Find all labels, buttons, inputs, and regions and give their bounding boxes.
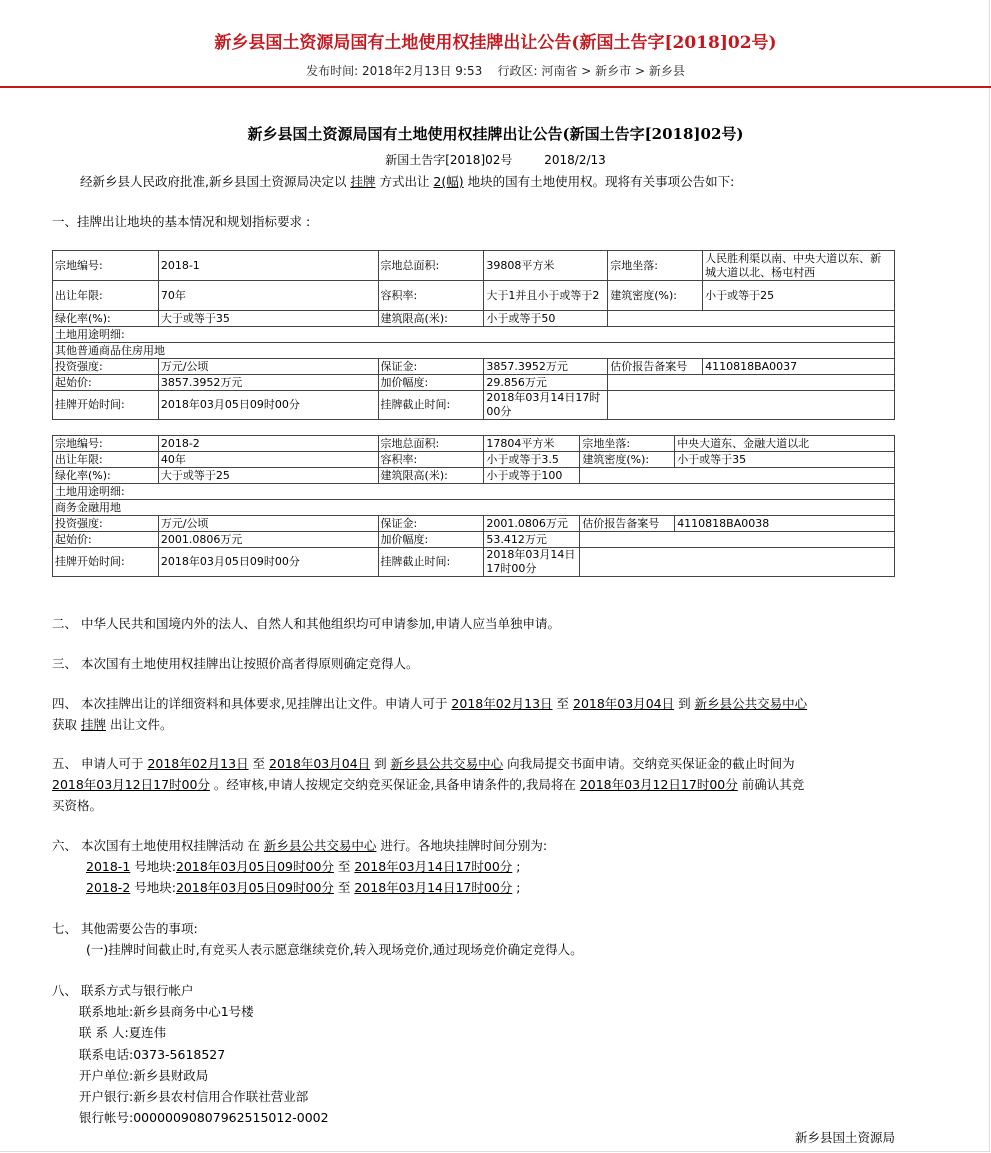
empty-cell — [580, 468, 895, 484]
value-cell: 2018年03月14日17时00分 — [484, 391, 608, 420]
intro-text: 经新乡县人民政府批准,新乡县国土资源局决定以 — [80, 174, 351, 189]
plot-table-2 — [52, 435, 895, 577]
value-cell: 2018-2 — [158, 436, 378, 452]
empty-cell — [580, 548, 895, 577]
s5-text: 前确认其竞 — [737, 777, 805, 792]
label-cell: 宗地编号: — [53, 251, 159, 281]
label-cell: 起始价: — [53, 532, 159, 548]
section-5 — [52, 753, 902, 816]
value-cell: 29.856万元 — [484, 375, 608, 391]
contact-phone: 联系电话:0373-5618527 — [79, 1047, 226, 1062]
s6-place: 新乡县公共交易中心 — [263, 838, 377, 853]
page-title: 新乡县国土资源局国有土地使用权挂牌出让公告(新国土告字[2018]02号) — [214, 33, 777, 53]
s6-text: 号地块: — [130, 880, 176, 895]
s6-row-2 — [52, 880, 520, 895]
value-cell: 小于或等于100 — [484, 468, 580, 484]
label-cell: 挂牌开始时间: — [53, 391, 159, 420]
s6-text: 至 — [333, 859, 355, 874]
label-cell: 宗地坐落: — [580, 436, 675, 452]
header-divider — [0, 86, 991, 88]
value-cell: 商务金融用地 — [53, 500, 895, 516]
value-cell: 2018年03月14日17时00分 — [484, 548, 580, 577]
value-cell: 其他普通商品住房用地 — [53, 343, 895, 359]
s4-text: 获取 — [52, 717, 81, 732]
region-county-link[interactable]: 新乡县 — [648, 64, 685, 78]
s7-heading: 七、 其他需要公告的事项: — [52, 921, 198, 936]
publish-label: 发布时间: — [306, 64, 359, 78]
s6-text: 号地块: — [130, 859, 176, 874]
s6-code: 2018-2 — [86, 880, 131, 895]
section-4 — [52, 693, 902, 735]
value-cell: 万元/公顷 — [158, 359, 378, 375]
label-cell: 保证金: — [378, 516, 484, 532]
s4-text: 到 — [674, 696, 695, 711]
account-bank: 开户银行:新乡县农村信用合作联社营业部 — [79, 1089, 309, 1104]
label-cell: 土地用途明细: — [53, 484, 895, 500]
s6-end: 2018年03月14日17时00分 — [354, 880, 513, 895]
value-cell: 39808平方米 — [484, 251, 608, 281]
value-cell: 万元/公顷 — [158, 516, 378, 532]
value-cell: 2018年03月05日09时00分 — [158, 391, 378, 420]
s4-date-end: 2018年03月04日 — [573, 696, 675, 711]
value-cell: 2001.0806万元 — [484, 516, 580, 532]
s5-text: 向我局提交书面申请。交纳竞买保证金的截止时间为 — [503, 756, 795, 771]
s4-text: 至 — [552, 696, 573, 711]
intro-method: 挂牌 — [350, 174, 376, 189]
label-cell: 土地用途明细: — [53, 327, 895, 343]
intro-text: 地块的国有土地使用权。现将有关事项公告如下: — [463, 174, 735, 189]
label-cell: 挂牌截止时间: — [378, 548, 484, 577]
s5-text: 。经审核,申请人按规定交纳竞买保证金,具备申请条件的,我局将在 — [209, 777, 580, 792]
label-cell: 容积率: — [378, 452, 484, 468]
label-cell: 挂牌截止时间: — [378, 391, 484, 420]
contact-address: 联系地址:新乡县商务中心1号楼 — [79, 1004, 254, 1019]
doc-date: 2018/2/13 — [544, 153, 606, 167]
s5-date-start: 2018年02月13日 — [147, 756, 249, 771]
contact-person: 联 系 人:夏连伟 — [79, 1025, 167, 1040]
s6-text: 至 — [333, 880, 355, 895]
label-cell: 绿化率(%): — [53, 311, 159, 327]
value-cell: 4110818BA0037 — [703, 359, 895, 375]
label-cell: 估价报告备案号 — [580, 516, 675, 532]
label-cell: 建筑限高(米): — [378, 311, 484, 327]
label-cell: 起始价: — [53, 375, 159, 391]
region-province-link[interactable]: 河南省 — [541, 64, 578, 78]
section-8-heading: 八、 联系方式与银行帐户 — [52, 983, 194, 998]
s6-end: 2018年03月14日17时00分 — [354, 859, 513, 874]
value-cell: 小于或等于3.5 — [484, 452, 580, 468]
s4-text: 四、 本次挂牌出让的详细资料和具体要求,见挂牌出让文件。申请人可于 — [52, 696, 452, 711]
label-cell: 绿化率(%): — [53, 468, 159, 484]
label-cell: 出让年限: — [53, 281, 159, 311]
empty-cell — [608, 375, 895, 391]
s6-start: 2018年03月05日09时00分 — [175, 880, 334, 895]
label-cell: 保证金: — [378, 359, 484, 375]
value-cell: 大于或等于25 — [158, 468, 378, 484]
value-cell: 4110818BA0038 — [675, 516, 895, 532]
label-cell: 投资强度: — [53, 516, 159, 532]
s5-confirm-date: 2018年03月12日17时00分 — [579, 777, 738, 792]
s5-place: 新乡县公共交易中心 — [390, 756, 504, 771]
s5-text: 至 — [248, 756, 270, 771]
section-2: 二、 中华人民共和国境内外的法人、自然人和其他组织均可申请参加,申请人应当单独申请。 — [52, 616, 560, 631]
section-7 — [52, 918, 583, 960]
value-cell: 2018年03月05日09时00分 — [158, 548, 378, 577]
s4-date-start: 2018年02月13日 — [451, 696, 553, 711]
intro-paragraph — [80, 172, 734, 190]
value-cell: 40年 — [158, 452, 378, 468]
empty-cell — [608, 391, 895, 420]
value-cell: 2018-1 — [158, 251, 378, 281]
value-cell: 3857.3952万元 — [484, 359, 608, 375]
s6-code: 2018-1 — [86, 859, 131, 874]
doc-number: 新国土告字[2018]02号 — [385, 153, 513, 167]
chevron-right-icon: > — [581, 64, 592, 78]
s4-text: 出让文件。 — [106, 717, 173, 732]
account-number: 银行帐号:00000090807962515012-0002 — [79, 1110, 329, 1125]
s5-text: 买资格。 — [52, 798, 103, 813]
s5-date-end: 2018年03月04日 — [269, 756, 371, 771]
label-cell: 容积率: — [378, 281, 484, 311]
s6-text: ; — [512, 880, 521, 895]
label-cell: 挂牌开始时间: — [53, 548, 159, 577]
account-holder: 开户单位:新乡县财政局 — [79, 1068, 209, 1083]
region-city-link[interactable]: 新乡市 — [595, 64, 632, 78]
s5-deposit-deadline: 2018年03月12日17时00分 — [52, 777, 210, 792]
s6-text: 进行。各地块挂牌时间分别为: — [376, 838, 548, 853]
value-cell: 17804平方米 — [484, 436, 580, 452]
label-cell: 宗地总面积: — [378, 436, 484, 452]
label-cell: 宗地坐落: — [608, 251, 703, 281]
publish-time: 2018年2月13日 9:53 — [362, 64, 483, 78]
value-cell: 大于或等于35 — [158, 311, 378, 327]
label-cell: 建筑限高(米): — [378, 468, 484, 484]
chevron-right-icon: > — [634, 64, 646, 78]
value-cell: 3857.3952万元 — [158, 375, 378, 391]
plot-table-1 — [52, 250, 895, 420]
signature: 新乡县国土资源局 — [794, 1130, 895, 1145]
label-cell: 投资强度: — [53, 359, 159, 375]
s6-start: 2018年03月05日09时00分 — [175, 859, 334, 874]
value-cell: 小于或等于25 — [703, 281, 895, 311]
s6-text: ; — [512, 859, 521, 874]
publish-meta — [0, 62, 991, 79]
value-cell: 70年 — [158, 281, 378, 311]
section-6 — [52, 835, 902, 898]
value-cell: 小于或等于50 — [484, 311, 608, 327]
section-3: 三、 本次国有土地使用权挂牌出让按照价高者得原则确定竞得人。 — [52, 656, 419, 671]
value-cell: 小于或等于35 — [675, 452, 895, 468]
intro-text: 方式出让 — [375, 174, 434, 189]
label-cell: 建筑密度(%): — [580, 452, 675, 468]
label-cell: 宗地编号: — [53, 436, 159, 452]
label-cell: 估价报告备案号 — [608, 359, 703, 375]
section-1-heading: 一、挂牌出让地块的基本情况和规划指标要求 : — [52, 214, 311, 229]
label-cell: 出让年限: — [53, 452, 159, 468]
label-cell: 建筑密度(%): — [608, 281, 703, 311]
region-label: 行政区: — [497, 64, 538, 78]
empty-cell — [608, 311, 895, 327]
s5-text: 五、 申请人可于 — [52, 756, 148, 771]
intro-count: 2(幅) — [433, 174, 464, 189]
s4-place: 新乡县公共交易中心 — [694, 696, 808, 711]
s4-method: 挂牌 — [80, 717, 106, 732]
empty-cell — [580, 532, 895, 548]
s5-text: 到 — [370, 756, 391, 771]
value-cell: 2001.0806万元 — [158, 532, 378, 548]
label-cell: 加价幅度: — [378, 375, 484, 391]
s7-item: (一)挂牌时间截止时,有竞买人表示愿意继续竞价,转入现场竞价,通过现场竞价确定竞得人。 — [86, 942, 583, 957]
s6-row-1 — [52, 859, 520, 874]
value-cell: 人民胜利渠以南、中央大道以东、新城大道以北、杨屯村西 — [703, 251, 895, 281]
s6-text: 六、 本次国有土地使用权挂牌活动 在 — [52, 838, 264, 853]
doc-subline — [0, 151, 991, 168]
value-cell: 53.412万元 — [484, 532, 580, 548]
value-cell: 大于1并且小于或等于2 — [484, 281, 608, 311]
label-cell: 加价幅度: — [378, 532, 484, 548]
doc-title: 新乡县国土资源局国有土地使用权挂牌出让公告(新国土告字[2018]02号) — [247, 125, 744, 143]
label-cell: 宗地总面积: — [378, 251, 484, 281]
value-cell: 中央大道东、金融大道以北 — [675, 436, 895, 452]
